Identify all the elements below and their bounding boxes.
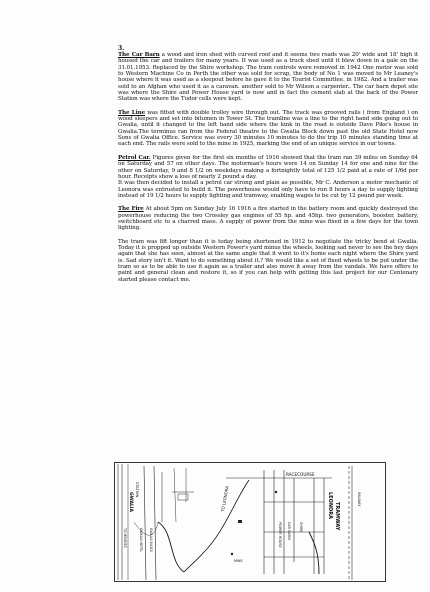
label-to-menzies: TO MENZIES [123,528,127,548]
heading-fire: The Fire [118,206,144,213]
tramway-map [114,462,386,582]
paragraph-fire [118,206,418,231]
text-car-barn: a wood and iron shed with curved roof and it seems two roads was 20' wide and 18' high it housed the car and trailers for many years. It was used as a truck shed until it blew down in a gale on the 31.01.1953. Replaced by the Shire workshop. The tram controls were removed in 1942 One motor was sold to Western Machine Co in Perth the other was sold for scrap, the body of No 1 was moved to Mr Leaney's house where it was used as a sleepout before he gave it to the Tourist Committee. in 1982. And a trailer was sold to an Afghan who used it as a caravan. another sold to Mr Wilson a carpenter.. The car barn depot site was where the Shire and Power House yard is now and in fact the cement slab at the back of the Power Station was where the Tudor cells were kept. [118,52,418,103]
label-station: STATION [135,482,139,498]
label-to-leonora: TO LEONORA [220,485,230,513]
paragraph-tram [118,239,418,283]
label-power-house: POWER HOUSE [278,522,282,548]
label-gwalia-block: GWALIA BLOCK [149,528,153,553]
page-number: 3. [118,45,125,52]
map-drawing [114,462,386,582]
label-gwalia: GWALIA [128,492,133,512]
paragraph-line [118,110,418,148]
heading-line: The Line [118,109,146,116]
tramway-south [184,552,204,572]
heading-petrol-car: Petrol Car. [118,154,151,161]
tram-route-gwalia [158,522,184,572]
document-body [118,52,418,290]
street-mid-1 [174,468,176,522]
street-gwalia-1 [144,466,146,580]
depot-marker [238,520,242,523]
text-tram: The tram was 8ft longer than it is today being shortened in 1912 to negotiate the tricky bend at Gwalia. Today it is propped up outside Western Power's yard minus the wheels, looking sad never to see the hey days again that she has seen, almost at the same angle that it went to it's home each night where the Shire yard is. Sad story isn't it. Want to do something about it.? We would like a set of fixed wheels to be put under the tram so as to be able to use it again as a trailer and also move it away from the vandals. We have offers to paint and general clean and restore it, so if you can help with getting this last project for our Centenary started please contact me. [118,238,418,283]
text-line: was fitted with double trolley wire through out. The track was grooved rails ( from England ) on wood sleepers and set into bitumen in Tower St. The tramline was a line to the right hand side going out to Gwalia, until it changed to the left hand side where the kink in the road is outside Dave Pike's house in Gwalia.The terminus ran from the Federal theatre to the Gwalia Block down past the old State Hotel now Sons of Gwalia Office. Service was every 30 minutes 10 minutes to do the trip 10 minutes standing time at each end. The rails were sold to the mine in 1925, marking the end of an unique service in our towns. [118,109,418,148]
marker-mine [231,553,233,555]
station-marker [275,491,277,493]
street-gwalia-2 [154,466,156,580]
label-mine: MINE [234,559,243,563]
label-railway: RAILWAY [357,492,361,507]
paragraph-petrol-car [118,155,418,199]
block-gwalia [178,494,188,500]
label-shire: SHIRE [299,522,303,533]
heading-car-barn: The Car Barn [118,52,160,58]
text-fire: At about 5pm on Sunday July 16 1916 a fire started in the battery room and quickly destroyed the powerhouse reducing the two Crossley gas engines of 55 hp. and 45hp. two generators, booster, battery, switchboard etc to a charred mass. A supply of power from the mine was fixed in a few days for the town lighting. [118,206,418,232]
label-tramway: TRAMWAY [334,502,340,531]
curve-gwalia [134,522,158,535]
text-petrol-car: Figures given for the first six months of 1916 showed that the tram ran 39 miles on Sunday 64 on Saturday and 57 on other days. The motorman's hours were 14 on Sunday 14 for one and nine for the other on Saturday, 9 and 8 1/2 on weekdays making a fortnightly total of 125 1/2 paid at a rate of 1/6d per hour. Receipts show a loss of nearly 2 pound a day. It was then decided to install a petrol car strong and plain as possible, Mr C. Anderson a motor mechanic of Leonora was entrusted to build it. The powerhouse would only have to run 8 hours a day to supply lighting instead of 19 1/2 hours to supply lighting and tramway, enabling wages to be cut by 12 pound per week. [118,154,418,199]
label-leonora: LEONORA [327,492,333,520]
paragraph-car-barn [118,52,418,103]
label-racecourse: RACECOURSE [286,472,315,477]
label-car-barn: CAR BARN [287,522,291,540]
label-gwalia-hotel: GWALIA HOTEL [139,528,143,553]
